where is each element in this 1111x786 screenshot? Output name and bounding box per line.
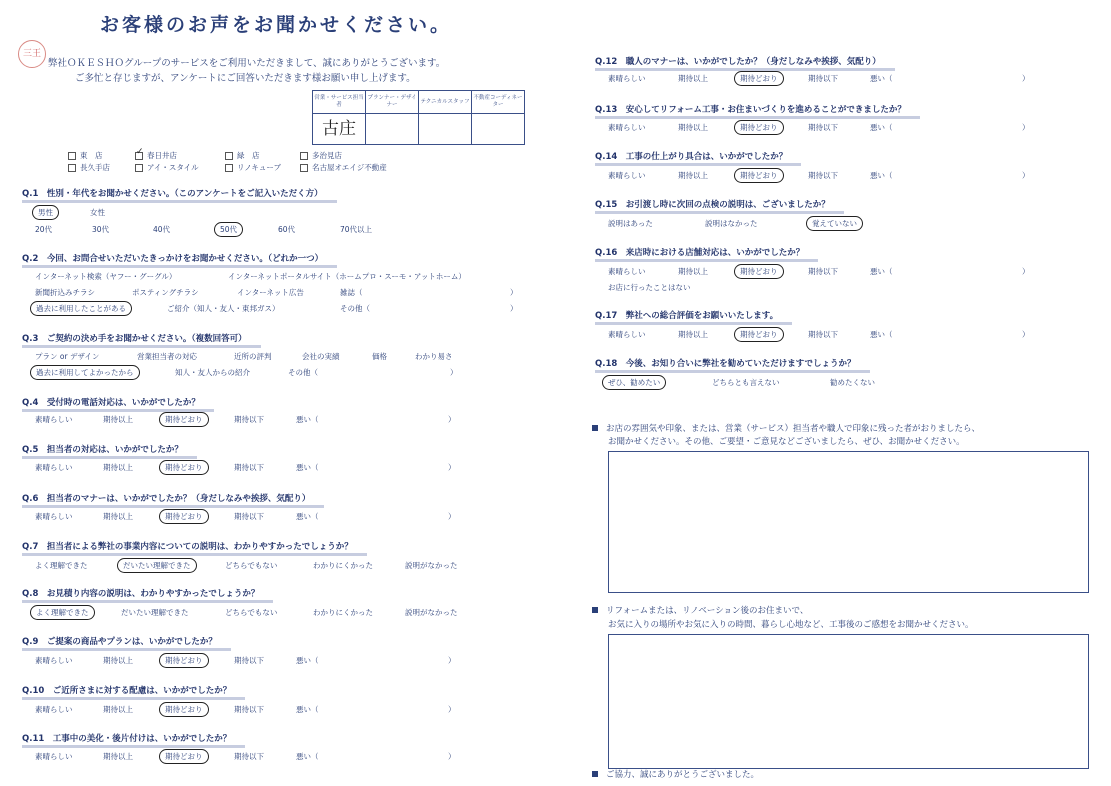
question-13: Q.13 安心してリフォーム工事・お住まいづくりを進めることができましたか？: [595, 103, 920, 119]
intro-line-2: ご多忙と存じますが、アンケートにご回答いただきます様お願い申し上げます。: [75, 73, 416, 84]
answer-option[interactable]: 新聞折込みチラシ: [35, 288, 95, 297]
paren-close: ）: [1022, 330, 1030, 339]
question-17: Q.17 弊社への総合評価をお願いいたします。: [595, 309, 792, 325]
answer-option[interactable]: どちらでもない: [225, 561, 278, 570]
store-option[interactable]: ✓ 春日井店: [135, 150, 177, 161]
comment-2-textarea[interactable]: [608, 634, 1089, 769]
answer-option[interactable]: 60代: [278, 225, 296, 234]
answer-option[interactable]: 説明がなかった: [405, 561, 458, 570]
question-14: Q.14 工事の仕上がり具合は、いかがでしたか？: [595, 150, 801, 166]
page-title: お客様のお声をお聞かせください。: [100, 14, 453, 36]
answer-option[interactable]: どちらでもない: [225, 608, 278, 617]
answer-option-selected[interactable]: 過去に利用してよかったから: [30, 365, 140, 380]
paren-close: ）: [510, 304, 518, 313]
paren-close: ）: [510, 288, 518, 297]
rating-option[interactable]: 素晴らしい: [608, 330, 646, 339]
checkbox-icon[interactable]: [300, 152, 308, 160]
question-8: Q.8 お見積り内容の説明は、わかりやすかったでしょうか？: [22, 587, 273, 603]
answer-option-selected[interactable]: 50代: [214, 222, 243, 237]
answer-option[interactable]: 近所の評判: [234, 352, 272, 361]
rating-option-selected[interactable]: 期待どおり: [734, 71, 784, 86]
checkbox-icon[interactable]: [135, 164, 143, 172]
answer-option[interactable]: わかりにくかった: [313, 561, 373, 570]
rating-option[interactable]: 期待以上: [678, 123, 708, 132]
answer-option[interactable]: 営業担当者の対応: [137, 352, 197, 361]
question-7: Q.7 担当者による弊社の事業内容についての説明は、わかりやすかったでしょうか？: [22, 540, 367, 556]
paren-close: ）: [1022, 74, 1030, 83]
paren-close: ）: [1022, 171, 1030, 180]
rating-option[interactable]: 期待以上: [103, 705, 133, 714]
answer-option[interactable]: 勧めたくない: [830, 378, 875, 387]
rating-option[interactable]: 悪い（: [870, 267, 893, 276]
rating-option[interactable]: 悪い（: [296, 752, 319, 761]
answer-option[interactable]: 20代: [35, 225, 53, 234]
answer-option[interactable]: インターネット広告: [237, 288, 304, 297]
paren-close: ）: [448, 463, 456, 472]
rating-option[interactable]: 素晴らしい: [35, 705, 73, 714]
paren-close: ）: [1022, 267, 1030, 276]
answer-option[interactable]: 30代: [92, 225, 110, 234]
staff-table: [312, 90, 525, 145]
store-option[interactable]: 東 店: [68, 150, 103, 161]
answer-option[interactable]: その他（: [288, 368, 318, 377]
question-4: Q.4 受付時の電話対応は、いかがでしたか？: [22, 396, 214, 412]
checkbox-icon[interactable]: [225, 164, 233, 172]
rating-option-selected[interactable]: 期待どおり: [159, 749, 209, 764]
answer-option[interactable]: 40代: [153, 225, 171, 234]
checkbox-icon[interactable]: [225, 152, 233, 160]
staff-cell[interactable]: [419, 114, 472, 145]
rating-option[interactable]: 期待以下: [234, 705, 264, 714]
question-1: Q.1 性別・年代をお聞かせください。（このアンケートをご記入いただく方）: [22, 187, 337, 203]
answer-option[interactable]: 価格: [372, 352, 387, 361]
paren-close: ）: [448, 705, 456, 714]
answer-option[interactable]: その他（: [340, 304, 370, 313]
rating-option[interactable]: 素晴らしい: [35, 463, 73, 472]
paren-close: ）: [448, 752, 456, 761]
answer-option[interactable]: よく理解できた: [35, 561, 88, 570]
checkbox-icon[interactable]: [300, 164, 308, 172]
answer-option-selected[interactable]: 覚えていない: [806, 216, 863, 231]
rating-option[interactable]: 悪い（: [870, 330, 893, 339]
rating-option[interactable]: 素晴らしい: [608, 123, 646, 132]
staff-sales-value[interactable]: 古庄: [313, 114, 366, 145]
answer-option[interactable]: プラン or デザイン: [35, 352, 100, 361]
rating-option-selected[interactable]: 期待どおり: [734, 120, 784, 135]
answer-option[interactable]: 女性: [90, 208, 105, 217]
checkbox-checked-icon[interactable]: [135, 152, 143, 160]
rating-option[interactable]: 期待以下: [808, 171, 838, 180]
answer-option[interactable]: だいたい理解できた: [121, 608, 189, 617]
rating-option[interactable]: 期待以上: [678, 330, 708, 339]
rating-option[interactable]: 期待以下: [808, 123, 838, 132]
rating-option[interactable]: 期待以下: [234, 415, 264, 424]
checkbox-icon[interactable]: [68, 164, 76, 172]
store-option[interactable]: 長久手店: [68, 162, 110, 173]
rating-option[interactable]: 期待以上: [103, 512, 133, 521]
rating-option[interactable]: 悪い（: [870, 74, 893, 83]
rating-option[interactable]: 悪い（: [870, 123, 893, 132]
question-16: Q.16 来店時における店舗対応は、いかがでしたか？: [595, 246, 818, 262]
rating-option[interactable]: 期待以下: [808, 267, 838, 276]
rating-option[interactable]: 素晴らしい: [608, 171, 646, 180]
comment-2-prompt: リフォームまたは、リノベーション後のお住まいで、: [592, 604, 808, 616]
rating-option[interactable]: 期待以下: [808, 330, 838, 339]
rating-option-selected[interactable]: 期待どおり: [159, 509, 209, 524]
question-15: Q.15 お引渡し時に次回の点検の説明は、ございましたか？: [595, 198, 844, 214]
answer-option[interactable]: インターネット検索（ヤフー・グーグル）: [35, 272, 177, 281]
square-bullet-icon: [592, 771, 598, 777]
answer-option[interactable]: わかりにくかった: [313, 608, 373, 617]
staff-header: 営業・サービス担当者: [313, 91, 366, 114]
square-bullet-icon: [592, 425, 598, 431]
rating-option[interactable]: 期待以上: [678, 267, 708, 276]
answer-option[interactable]: 説明はあった: [608, 219, 653, 228]
answer-option[interactable]: 70代以上: [340, 225, 373, 234]
rating-option[interactable]: 素晴らしい: [35, 512, 73, 521]
rating-option[interactable]: 期待以下: [234, 463, 264, 472]
answer-option[interactable]: ご紹介（知人・友人・東邦ガス）: [167, 304, 280, 313]
rating-option-selected[interactable]: 期待どおり: [159, 653, 209, 668]
paren-close: ）: [448, 656, 456, 665]
paren-close: ）: [448, 512, 456, 521]
store-option[interactable]: 名古屋オエイジ不動産: [300, 162, 387, 173]
rating-option[interactable]: 期待以下: [808, 74, 838, 83]
rating-option[interactable]: 素晴らしい: [35, 656, 73, 665]
answer-option[interactable]: 雑誌（: [340, 288, 363, 297]
seal-stamp: 三王: [18, 40, 46, 68]
staff-cell[interactable]: [366, 114, 419, 145]
rating-option[interactable]: 悪い（: [296, 705, 319, 714]
rating-option[interactable]: 素晴らしい: [608, 74, 646, 83]
answer-option-selected[interactable]: ぜひ、勧めたい: [602, 375, 666, 390]
store-option[interactable]: アイ・スタイル: [135, 162, 199, 173]
rating-option[interactable]: 悪い（: [870, 171, 893, 180]
answer-option[interactable]: 会社の実績: [302, 352, 340, 361]
answer-option-selected[interactable]: 男性: [32, 205, 59, 220]
rating-option[interactable]: 期待以下: [234, 752, 264, 761]
staff-cell[interactable]: [472, 114, 525, 145]
rating-option[interactable]: 期待以上: [678, 74, 708, 83]
rating-option[interactable]: 期待以下: [234, 656, 264, 665]
rating-option[interactable]: 素晴らしい: [35, 752, 73, 761]
answer-option[interactable]: お店に行ったことはない: [608, 283, 691, 292]
rating-option[interactable]: 悪い（: [296, 463, 319, 472]
rating-option[interactable]: 悪い（: [296, 656, 319, 665]
rating-option-selected[interactable]: 期待どおり: [734, 264, 784, 279]
rating-option[interactable]: 悪い（: [296, 512, 319, 521]
answer-option[interactable]: インターネットポータルサイト（ホームプロ・スーモ・アットホーム）: [228, 272, 466, 281]
rating-option[interactable]: 期待以上: [103, 752, 133, 761]
answer-option[interactable]: ポスティングチラシ: [132, 288, 199, 297]
intro-line-1: 弊社ＯＫＥＳＨＯグループのサービスをご利用いただきまして、誠にありがとうございます。: [48, 58, 446, 69]
rating-option[interactable]: 素晴らしい: [35, 415, 73, 424]
comment-1-textarea[interactable]: [608, 451, 1089, 593]
question-2: Q.2 今回、お問合せいただいたきっかけをお聞かせください。（どれか一つ）: [22, 252, 337, 268]
paren-close: ）: [450, 368, 458, 377]
rating-option[interactable]: 期待以上: [103, 463, 133, 472]
rating-option[interactable]: 期待以上: [678, 171, 708, 180]
rating-option[interactable]: 期待以下: [234, 512, 264, 521]
comment-2-prompt-2: お気に入りの場所やお気に入りの時間、暮らし心地など、工事後のご感想をお聞かせください。: [608, 620, 974, 630]
rating-option-selected[interactable]: 期待どおり: [159, 702, 209, 717]
store-option[interactable]: 緑 店: [225, 150, 260, 161]
answer-option[interactable]: わかり易さ: [415, 352, 453, 361]
comment-1-prompt: お店の雰囲気や印象、または、営業（サービス）担当者や職人で印象に残った者がおりましたら、: [592, 422, 980, 434]
answer-option[interactable]: 説明がなかった: [405, 608, 458, 617]
answer-option-selected[interactable]: よく理解できた: [30, 605, 95, 620]
answer-option-selected[interactable]: だいたい理解できた: [117, 558, 197, 573]
question-9: Q.9 ご提案の商品やプランは、いかがでしたか？: [22, 635, 231, 651]
rating-option[interactable]: 期待以上: [103, 415, 133, 424]
question-12: Q.12 職人のマナーは、いかがでしたか？（身だしなみや挨拶、気配り）: [595, 55, 895, 71]
staff-header: 不動産コーディネーター: [472, 91, 525, 114]
checkbox-icon[interactable]: [68, 152, 76, 160]
paren-close: ）: [1022, 123, 1030, 132]
question-11: Q.11 工事中の美化・後片付けは、いかがでしたか？: [22, 732, 245, 748]
store-option[interactable]: リノキューブ: [225, 162, 281, 173]
staff-header: テクニカルスタッフ: [419, 91, 472, 114]
rating-option-selected[interactable]: 期待どおり: [159, 460, 209, 475]
rating-option-selected[interactable]: 期待どおり: [159, 412, 209, 427]
question-5: Q.5 担当者の対応は、いかがでしたか？: [22, 443, 197, 459]
question-3: Q.3 ご契約の決め手をお聞かせください。（複数回答可）: [22, 332, 261, 348]
square-bullet-icon: [592, 607, 598, 613]
answer-option[interactable]: 説明はなかった: [705, 219, 758, 228]
answer-option[interactable]: どちらとも言えない: [712, 378, 780, 387]
comment-1-prompt-2: お聞かせください。その他、ご要望・ご意見などございましたら、ぜひ、お聞かせください。: [608, 437, 965, 447]
rating-option-selected[interactable]: 期待どおり: [734, 168, 784, 183]
question-10: Q.10 ご近所さまに対する配慮は、いかがでしたか？: [22, 684, 245, 700]
rating-option[interactable]: 悪い（: [296, 415, 319, 424]
question-6: Q.6 担当者のマナーは、いかがでしたか？（身だしなみや挨拶、気配り）: [22, 492, 324, 508]
answer-option[interactable]: 知人・友人からの紹介: [175, 368, 250, 377]
rating-option-selected[interactable]: 期待どおり: [734, 327, 784, 342]
rating-option[interactable]: 素晴らしい: [608, 267, 646, 276]
staff-header: プランナー・デザイナー: [366, 91, 419, 114]
rating-option[interactable]: 期待以上: [103, 656, 133, 665]
answer-option-selected[interactable]: 過去に利用したことがある: [30, 301, 132, 316]
paren-close: ）: [448, 415, 456, 424]
store-option[interactable]: 多治見店: [300, 150, 342, 161]
question-18: Q.18 今後、お知り合いに弊社を勧めていただけますでしょうか？: [595, 357, 870, 373]
thanks-note: ご協力、誠にありがとうございました。: [592, 768, 759, 780]
